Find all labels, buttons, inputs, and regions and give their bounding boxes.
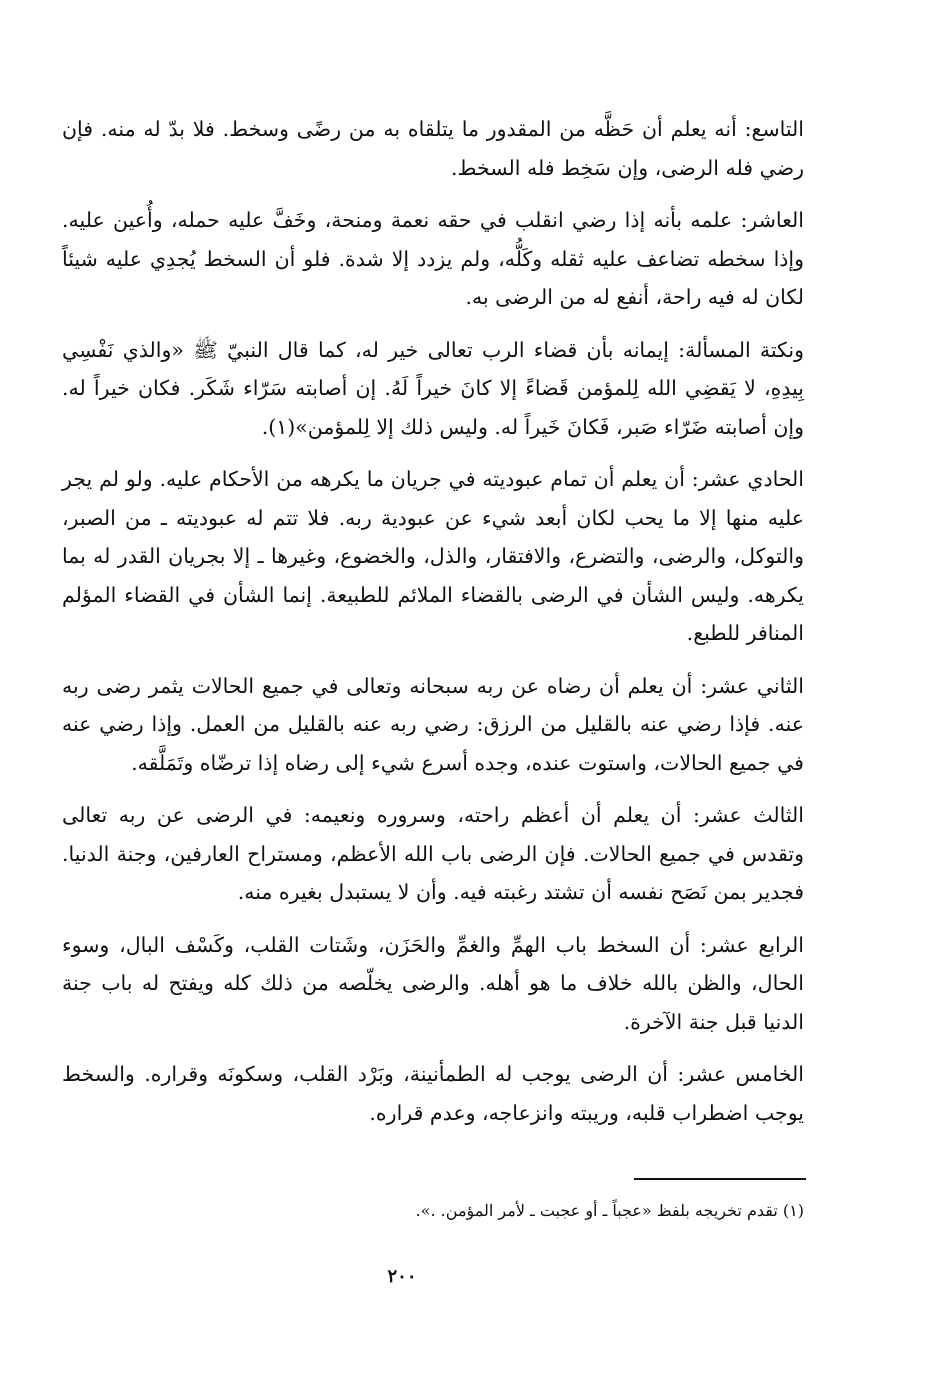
paragraph-ninth: التاسع: أنه يعلم أن حَظَّه من المقدور ما يتلقاه به من رضًى وسخط. فلا بدّ له منه. فإن رضي فله الرضى، وإن سَخِط فله السخط. [62,117,804,180]
paragraph-twelfth: الثاني عشر: أن يعلم أن رضاه عن ربه سبحانه وتعالى في جميع الحالات يثمر رضى ربه عنه. فإذا رضي عنه بالقليل من الرزق: رضي ربه عنه بالقليل من العمل. وإذا رضي عنه في جميع الحالات، واستوت عنده، وجده أسرع شيء إلى رضاه إذا ترضّاه وتَمَلَّقه. [62,673,804,775]
paragraph-fifteenth: الخامس عشر: أن الرضى يوجب له الطمأنينة، وبَرْد القلب، وسكونَه وقراره. والسخط يوجب اضطراب قلبه، وريبته وانزعاجه، وعدم قراره. [62,1062,804,1125]
footnote-divider [634,1178,806,1180]
footnote: (١) تقدم تخريجه بلفظ «عجباً ـ أو عجبت ـ لأمر المؤمن. .». [415,1201,804,1220]
page-number: ٢٠٠ [387,1266,417,1287]
paragraph-fourteenth: الرابع عشر: أن السخط باب الهمِّ والغمِّ والحَزَن، وشَتات القلب، وكَسْف البال، وسوء الحال، والظن بالله خلاف ما هو أهله. والرضى يخلّصه من ذلك كله ويفتح له باب جنة الدنيا قبل جنة الآخرة. [62,932,804,1034]
paragraph-eleventh: الحادي عشر: أن يعلم أن تمام عبوديته في جريان ما يكرهه من الأحكام عليه. ولو لم يجر عليه منها إلا ما يحب لكان أبعد شيء عن عبودية ربه. فلا تتم له عبوديته ـ من الصبر، والتوكل، والرضى، والتضرع، والافتقار، والذل، والخضوع، وغيرها ـ إلا بجريان القدر له بما يكرهه. وليس الشأن في الرضى بالقضاء الملائم للطبيعة. إنما الشأن في القضاء المؤلم المنافر للطبع. [62,467,804,645]
paragraph-tenth: العاشر: علمه بأنه إذا رضي انقلب في حقه نعمة ومنحة، وخَفَّ عليه حمله، وأُعين عليه. وإذا سخطه تضاعف عليه ثقله وكَلُّه، ولم يزدد إلا شدة. فلو أن السخط يُجدِي عليه شيئاً لكان له فيه راحة، أنفع له من الرضى به. [62,208,804,309]
main-text [62,110,804,1146]
paragraph-crux: ونكتة المسألة: إيمانه بأن قضاء الرب تعالى خير له، كما قال النبيّ ﷺ «والذي نَفْسِي بِيدِهِ، لا يَقضِي الله لِلمؤمن قَضاءً إلا كانَ خيراً لَهُ. إن أصابته سَرّاء شَكَر. فكان خيراً له. وإن أصابته ضَرّاء صَبر، فَكانَ خَيراً له. وليس ذلك إلا لِلمؤمن»(١). [62,337,804,439]
paragraph-thirteenth: الثالث عشر: أن يعلم أن أعظم راحته، وسروره ونعيمه: في الرضى عن ربه تعالى وتقدس في جميع الحالات. فإن الرضى باب الله الأعظم، ومستراح العارفين، وجنة الدنيا. فجدير بمن نَصَح نفسه أن تشتد رغبته فيه. وأن لا يستبدل بغيره منه. [62,803,804,904]
